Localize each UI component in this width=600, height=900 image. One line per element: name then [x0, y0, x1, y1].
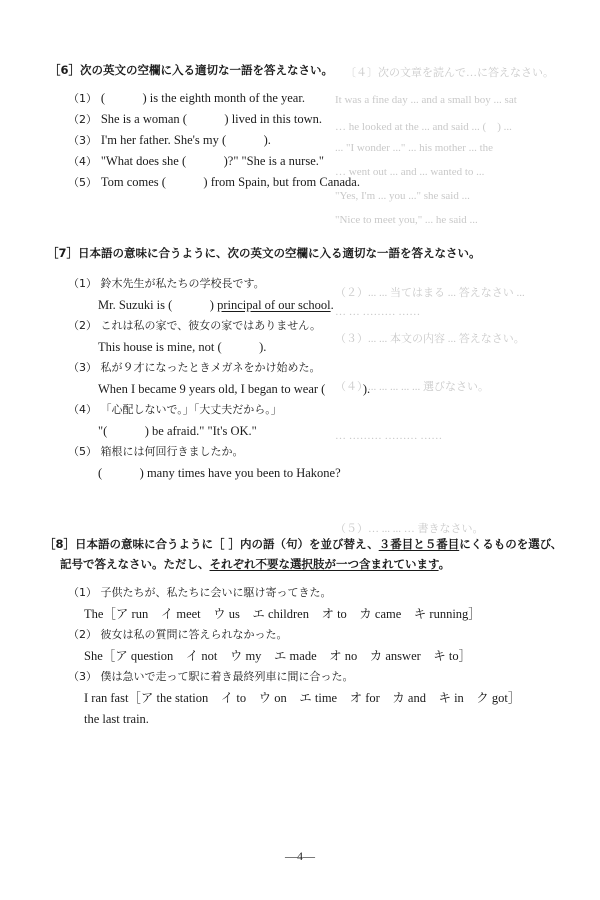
question-number: （2） — [68, 628, 97, 641]
question-text: "What does she ( )?" "She is a nurse." — [100, 154, 324, 168]
title-text: 。 — [438, 557, 451, 571]
question-8-1-en: The［ア run イ meet ウ us エ children オ to カ came キ running］ — [84, 607, 481, 621]
question-8-1-jp — [68, 585, 332, 601]
japanese-sentence: これは私の家で、彼女の家ではありません。 — [100, 319, 321, 332]
question-number: （4） — [68, 403, 97, 416]
bleed-through-text: （３）... ... 本文の内容 ... 答えなさい。 — [335, 333, 525, 345]
question-8-3-jp — [68, 669, 354, 685]
question-8-3-en-continued: the last train. — [84, 712, 149, 726]
question-6-3 — [68, 132, 271, 149]
question-7-5-jp — [68, 444, 244, 460]
japanese-sentence: 子供たちが、私たちに会いに駆け寄ってきた。 — [100, 586, 332, 599]
japanese-sentence: 僕は急いで走って駅に着き最終列車に間に合った。 — [100, 670, 354, 683]
question-number: （3） — [68, 361, 97, 374]
question-7-4-en: "( ) be afraid." "It's OK." — [98, 424, 257, 438]
title-text: 記号で答えなさい。ただし、 — [60, 557, 210, 571]
english-sentence-start: Mr. Suzuki is ( ) — [98, 298, 218, 312]
question-6-4 — [68, 153, 324, 170]
japanese-sentence: 私が９才になったときメガネをかけ始めた。 — [100, 361, 321, 374]
underlined-phrase: principal of our school — [217, 298, 331, 312]
page-number: —4— — [285, 849, 315, 863]
bleed-through-text: "Nice to meet you," ... he said ... — [335, 214, 478, 226]
bleed-through-text: It was a fine day ... and a small boy ... sat — [335, 94, 517, 106]
question-number: （5） — [68, 445, 97, 458]
japanese-sentence: 彼女は私の質問に答えられなかった。 — [100, 628, 288, 641]
bleed-through-text: （４）... ... ... ... ... 選びなさい。 — [335, 381, 489, 393]
question-number: （1） — [68, 277, 97, 290]
question-number: （1） — [68, 586, 97, 599]
question-6-2 — [68, 111, 322, 128]
question-7-5-en: ( ) many times have you been to Hakone? — [98, 466, 341, 480]
question-text: She is a woman ( ) lived in this town. — [100, 112, 322, 126]
question-8-3-en: I ran fast［ア the station イ to ウ on エ time オ for カ and キ in ク got］ — [84, 691, 521, 705]
question-8-2-en: She［ア question イ not ウ my エ made オ no カ answer キ to］ — [84, 649, 472, 663]
title-text: ［8］日本語の意味に合うように［ ］内の語（句）を並び替え、 — [44, 537, 379, 551]
question-number: （4） — [68, 155, 97, 168]
question-7-1-en — [98, 297, 334, 313]
question-7-2-en: This house is mine, not ( ). — [98, 340, 267, 354]
bleed-through-text: ... "I wonder ..." ... his mother ... the — [335, 142, 494, 154]
question-number: （3） — [68, 134, 97, 147]
section-6-title: ［6］次の英文の空欄に入る適切な一語を答えなさい。 — [49, 63, 333, 77]
underlined-instruction: それぞれ不要な選択肢が一つ含まれています — [209, 557, 439, 571]
section-8-title-line-2 — [60, 556, 450, 572]
japanese-sentence: 箱根には何回行きましたか。 — [100, 445, 244, 458]
question-7-3-en: When I became 9 years old, I began to wear ( ). — [98, 382, 371, 396]
question-text: I'm her father. She's my ( ). — [100, 133, 271, 147]
bleed-through-text: … ……… ……… …… — [335, 430, 443, 442]
english-sentence-end: . — [330, 298, 334, 312]
question-text: Tom comes ( ) from Spain, but from Canada. — [100, 175, 360, 189]
bleed-through-text: （２）... ... 当てはまる ... 答えなさい ... — [335, 287, 525, 299]
bleed-through-text: "Yes, I'm ... you ..." she said ... — [335, 190, 470, 202]
question-6-1 — [68, 90, 305, 107]
question-7-2-jp — [68, 318, 321, 334]
question-number: （1） — [68, 92, 97, 105]
underlined-instruction: ３番目と５番目 — [378, 537, 460, 551]
question-number: （3） — [68, 670, 97, 683]
bleed-through-text: … went out ... and ... wanted to ... — [335, 166, 485, 178]
question-7-3-jp — [68, 360, 321, 376]
question-number: （5） — [68, 176, 97, 189]
section-8-title-line-1 — [44, 536, 562, 552]
bleed-through-text: … he looked at the ... and said ... ( ) ... — [335, 121, 512, 133]
question-number: （2） — [68, 113, 97, 126]
japanese-sentence: 鈴木先生が私たちの学校長です。 — [100, 277, 265, 290]
bleed-through-text: 〔４〕次の文章を読んで…に答えなさい。 — [345, 67, 554, 79]
section-7-title: ［7］日本語の意味に合うように、次の英文の空欄に入る適切な一語を答えなさい。 — [47, 246, 481, 260]
question-number: （2） — [68, 319, 97, 332]
question-text: ( ) is the eighth month of the year. — [100, 91, 305, 105]
question-7-1-jp — [68, 276, 265, 292]
japanese-sentence: 「心配しないで。」「大丈夫だから。」 — [100, 403, 282, 416]
bleed-through-text: … … ……… …… — [335, 306, 421, 318]
bleed-through-text: （５）… ... ... … 書きなさい。 — [335, 523, 484, 535]
question-8-2-jp — [68, 627, 288, 643]
question-6-5 — [68, 174, 360, 191]
title-text: にくるものを選び、 — [459, 537, 563, 551]
question-7-4-jp — [68, 402, 282, 418]
